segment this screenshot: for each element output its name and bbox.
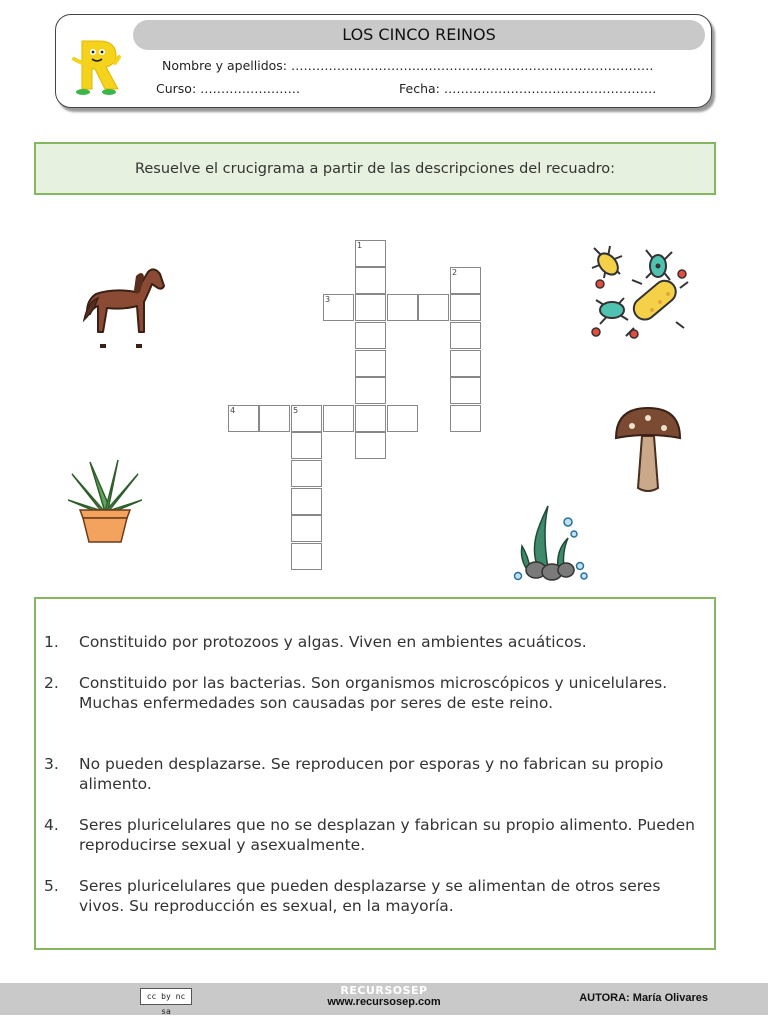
name-field[interactable]: Nombre y apellidos: …………………………………………………………………………… <box>162 58 654 73</box>
crossword-number: 3 <box>325 295 331 304</box>
mushroom-icon <box>612 404 684 494</box>
clue-number: 4. <box>44 816 59 834</box>
crossword-cell[interactable] <box>387 405 418 432</box>
clue-number: 3. <box>44 755 59 773</box>
clue-number: 2. <box>44 674 59 692</box>
crossword-cell[interactable] <box>323 405 354 432</box>
crossword-cell[interactable] <box>450 322 481 349</box>
crossword-cell[interactable] <box>355 432 386 459</box>
crossword-cell[interactable] <box>355 377 386 404</box>
clue-text: No pueden desplazarse. Se reproducen por esporas y no fabrican su propio alimento. <box>79 755 664 793</box>
clue-number: 1. <box>44 633 59 651</box>
footer <box>0 983 768 1015</box>
crossword-cell[interactable] <box>291 543 322 570</box>
crossword-cell[interactable] <box>355 350 386 377</box>
crossword-cell[interactable] <box>259 405 290 432</box>
crossword-cell[interactable] <box>450 405 481 432</box>
crossword-cell[interactable] <box>450 377 481 404</box>
bacteria-icon <box>590 244 690 340</box>
course-field[interactable]: Curso: …………………… <box>156 81 301 96</box>
instruction-box: Resuelve el crucigrama a partir de las descripciones del recuadro: <box>34 142 716 195</box>
crossword-cell[interactable] <box>418 294 449 321</box>
crossword-cell[interactable] <box>450 350 481 377</box>
crossword-number: 2 <box>452 268 458 277</box>
crossword-number: 5 <box>293 406 299 415</box>
header-card <box>55 14 712 108</box>
crossword-cell[interactable] <box>355 322 386 349</box>
date-field[interactable]: Fecha: …………………………………………… <box>399 81 657 96</box>
crossword-cell[interactable] <box>291 488 322 515</box>
algae-icon <box>508 504 590 584</box>
clue-text: Constituido por las bacterias. Son organismos microscópicos y unicelulares. Muchas enfermedades son causadas por seres de este reino. <box>79 674 668 712</box>
crossword-number: 4 <box>230 406 236 415</box>
crossword-cell[interactable] <box>355 267 386 294</box>
author-credit: AUTORA: María Olivares <box>579 992 708 1004</box>
creative-commons-badge[interactable]: cc by nc sa <box>140 988 192 1005</box>
clue-number: 5. <box>44 877 59 895</box>
clue-text: Seres pluricelulares que pueden desplazarse y se alimentan de otros seres vivos. Su reproducción es sexual, en la mayoría. <box>79 877 661 915</box>
site-url-link[interactable]: www.recursosep.com <box>327 996 441 1008</box>
crossword-cell[interactable] <box>355 405 386 432</box>
plant-icon <box>68 456 142 546</box>
crossword-cell[interactable] <box>291 460 322 487</box>
crossword-cell[interactable] <box>355 294 386 321</box>
horse-icon <box>74 262 166 354</box>
crossword-cell[interactable] <box>291 432 322 459</box>
crossword-cell[interactable] <box>291 515 322 542</box>
crossword-cell[interactable] <box>387 294 418 321</box>
recursosep-logo <box>64 33 128 97</box>
crossword-cell[interactable] <box>450 294 481 321</box>
crossword-number: 1 <box>357 241 363 250</box>
worksheet-title: LOS CINCO REINOS <box>133 20 705 50</box>
clue-text: Seres pluricelulares que no se desplazan y fabrican su propio alimento. Pueden reproducirse sexual y asexualmente. <box>79 816 695 854</box>
site-title: RECURSOSEP <box>340 984 428 997</box>
clue-text: Constituido por protozoos y algas. Viven en ambientes acuáticos. <box>79 633 587 651</box>
